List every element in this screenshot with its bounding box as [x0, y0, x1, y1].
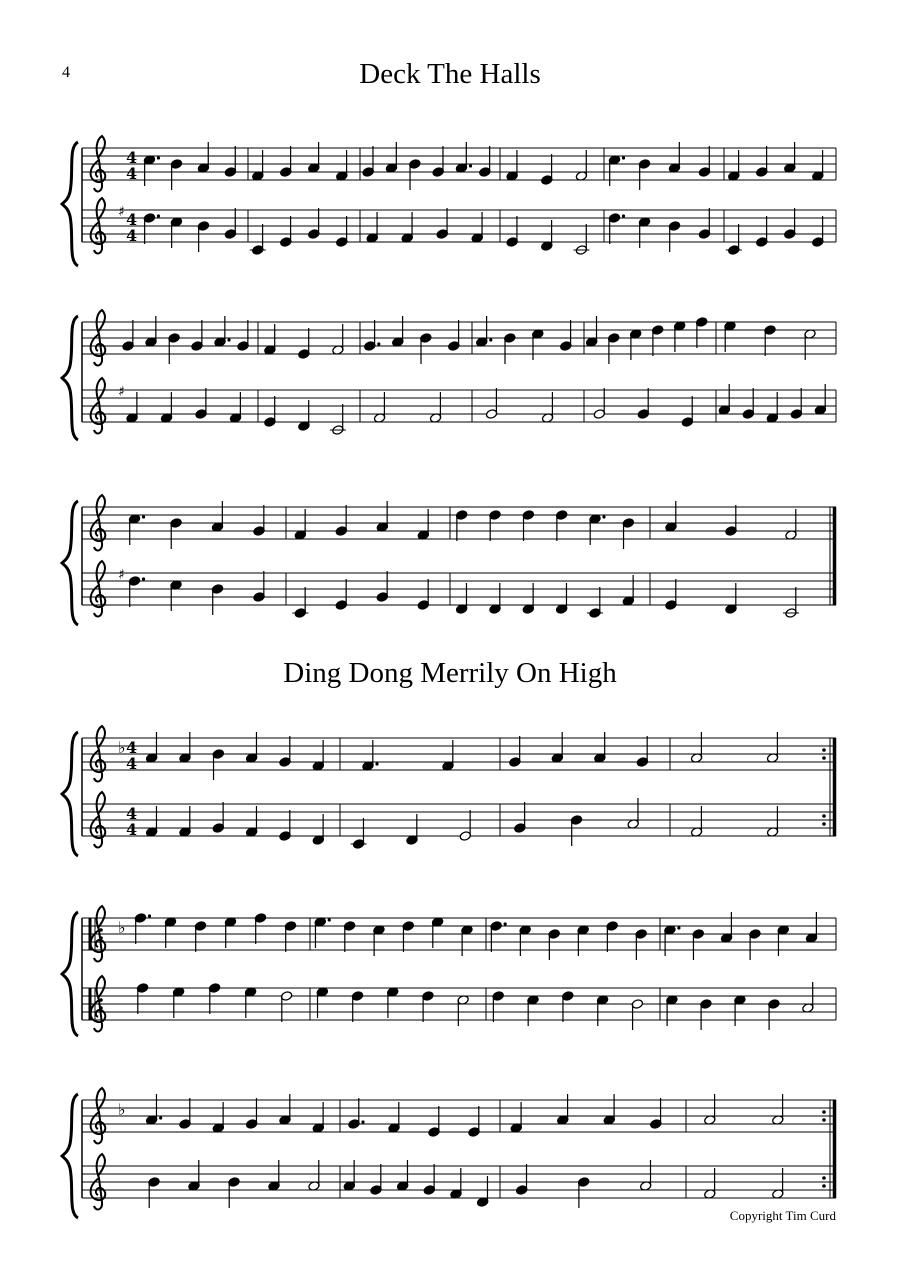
- note-dot: [157, 156, 160, 159]
- repeat-dot: [822, 1110, 826, 1114]
- repeat-dot: [822, 1176, 826, 1180]
- note-dot: [469, 164, 472, 167]
- sharp-sign: ♯: [118, 567, 125, 583]
- repeat-dot: [99, 1006, 103, 1010]
- brace-icon: [62, 732, 78, 856]
- music-system: [62, 906, 836, 1036]
- flat-sign: ♭: [118, 1100, 126, 1119]
- note-dot: [377, 342, 380, 345]
- note-dot: [622, 156, 625, 159]
- note-dot: [328, 918, 331, 921]
- time-signature-lower: 4: [126, 754, 138, 773]
- time-signature-upper: 4: [126, 738, 138, 757]
- note-dot: [677, 926, 680, 929]
- music-system: [62, 1088, 836, 1218]
- brace-icon: [62, 142, 78, 266]
- brace-icon: [62, 912, 78, 1036]
- music-system: [62, 310, 836, 440]
- music-system: [62, 726, 836, 856]
- note-dot: [504, 922, 507, 925]
- brace-icon: [62, 501, 78, 625]
- sharp-sign: ♯: [118, 384, 125, 400]
- sharp-sign: ♯: [118, 204, 125, 220]
- page-number: 4: [62, 64, 70, 81]
- note-dot: [361, 1120, 364, 1123]
- repeat-dot: [99, 998, 103, 1002]
- time-signature-lower: 4: [126, 226, 138, 245]
- repeat-dot: [822, 1184, 826, 1188]
- repeat-dot: [822, 814, 826, 818]
- note-dot: [489, 338, 492, 341]
- brace-icon: [62, 1094, 78, 1218]
- repeat-dot: [99, 936, 103, 940]
- flat-sign: ♭: [118, 738, 126, 757]
- copyright-notice: Copyright Tim Curd: [729, 1208, 836, 1223]
- time-signature-lower: 4: [126, 820, 138, 839]
- time-signature-upper: 4: [126, 148, 138, 167]
- note-dot: [159, 1116, 162, 1119]
- repeat-dot: [822, 756, 826, 760]
- note-dot: [142, 577, 145, 580]
- time-signature-upper: 4: [126, 804, 138, 823]
- note-dot: [142, 515, 145, 518]
- music-system: [62, 136, 836, 266]
- repeat-dot: [99, 928, 103, 932]
- repeat-dot: [822, 822, 826, 826]
- note-dot: [227, 338, 230, 341]
- note-dot: [622, 214, 625, 217]
- music-system: [62, 495, 836, 625]
- repeat-dot: [822, 1118, 826, 1122]
- repeat-dot: [822, 748, 826, 752]
- note-dot: [602, 515, 605, 518]
- song-title-ding-dong: Ding Dong Merrily On High: [283, 657, 617, 689]
- note-dot: [148, 914, 151, 917]
- time-signature-lower: 4: [126, 164, 138, 183]
- note-dot: [157, 214, 160, 217]
- song-title-deck-the-halls: Deck The Halls: [359, 58, 541, 90]
- flat-sign: ♭: [118, 918, 126, 937]
- note-dot: [375, 762, 378, 765]
- time-signature-upper: 4: [126, 210, 138, 229]
- brace-icon: [62, 316, 78, 440]
